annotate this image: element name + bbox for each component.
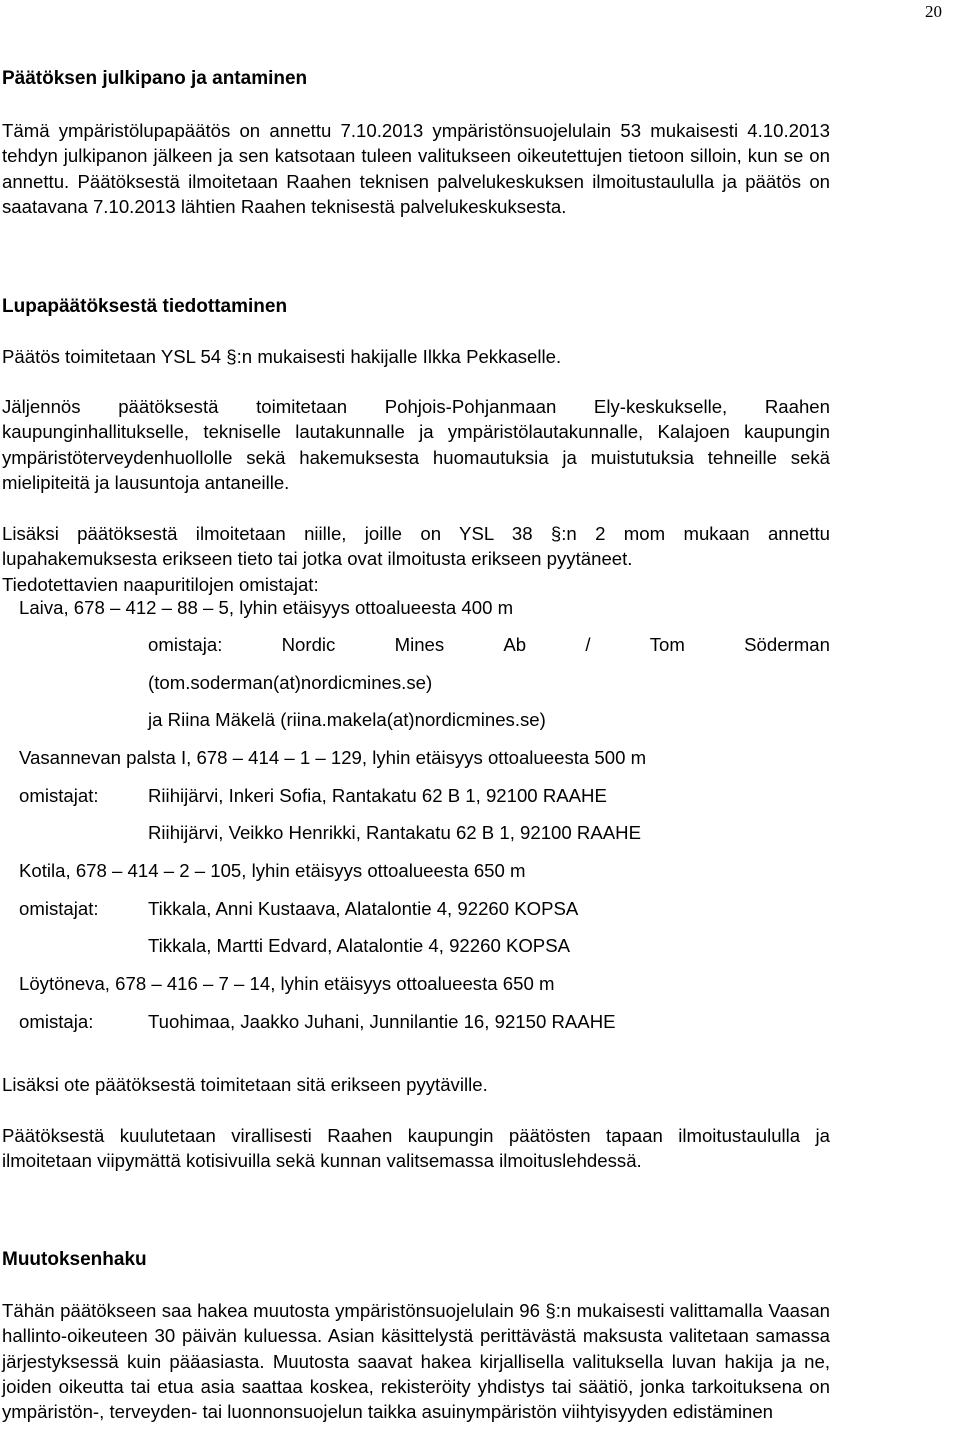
- paragraph-hakija: Päätös toimitetaan YSL 54 §:n mukaisesti hakijalle Ilkka Pekkaselle.: [2, 346, 562, 367]
- owner-word: /: [585, 634, 591, 655]
- owner-word: Ab: [503, 634, 527, 655]
- paragraph-julkipano: Tämä ympäristölupapäätös on annettu 7.10.2013 ympäristönsuojelulain 53 mukaisesti 4.10.2013 tehdyn julkipanon jälkeen ja sen katsotaan tuleen valitukseen oikeutettujen tietoon silloin, kun se on annettu. Päätöksestä ilmoitetaan Raahen teknisen palvelukeskuksen ilmoitustaululla ja päätös on saatavana 7.10.2013 lähtien Raahen teknisestä palvelukeskuksesta.: [2, 120, 830, 217]
- section-heading-julkipano: Päätöksen julkipano ja antaminen: [2, 68, 308, 89]
- property-kotila-title: Kotila, 678 – 414 – 2 – 105, lyhin etäisyys ottoalueesta 650 m: [19, 860, 526, 881]
- owner-word: omistaja:: [148, 634, 223, 655]
- owner-word: Mines: [394, 634, 445, 655]
- property-laiva-owner-line: [148, 634, 830, 656]
- property-loytoneva-title: Löytöneva, 678 – 416 – 7 – 14, lyhin etäisyys ottoalueesta 650 m: [19, 973, 555, 994]
- paragraph-naapuritilat: Tiedotettavien naapuritilojen omistajat:: [2, 574, 319, 595]
- owner-entry: Riihijärvi, Veikko Henrikki, Rantakatu 62 B 1, 92100 RAAHE: [148, 822, 641, 843]
- paragraph-ote: Lisäksi ote päätöksestä toimitetaan sitä erikseen pyytäville.: [2, 1074, 488, 1095]
- section-heading-muutoksenhaku: Muutoksenhaku: [2, 1249, 147, 1270]
- paragraph-lisaksi-ilmoitetaan: Lisäksi päätöksestä ilmoitetaan niille, joille on YSL 38 §:n 2 mom mukaan annettu lupahakemuksesta erikseen tieto tai jotka ovat ilmoitusta erikseen pyytäneet.: [2, 523, 830, 570]
- owner-entry: Tikkala, Anni Kustaava, Alatalontie 4, 92260 KOPSA: [148, 898, 579, 919]
- owner-word: Söderman: [744, 634, 830, 655]
- owner-entry: Riihijärvi, Inkeri Sofia, Rantakatu 62 B 1, 92100 RAAHE: [148, 785, 607, 806]
- owner-word: Nordic: [281, 634, 336, 655]
- paragraph-muutoksenhaku: Tähän päätökseen saa hakea muutosta ympäristönsuojelulain 96 §:n mukaisesti valittamalla Vaasan hallinto-oikeuteen 30 päivän kuluessa. Asian käsittelystä perittävästä maksusta valitetaan samassa järjestyksessä kuin pääasiasta. Muutosta saavat hakea kirjallisella valituksella luvan hakija ja ne, joiden oikeutta tai etua asia saattaa koskea, rekisteröity yhdistys tai säätiö, jonka tarkoituksena on ympäristön-, terveyden- tai luonnonsuojelun taikka asuinympäristön viihtyisyyden edistäminen: [2, 1300, 830, 1423]
- owner-word: Tom: [649, 634, 685, 655]
- owners-label: omistajat:: [19, 898, 99, 919]
- owners-label: omistajat:: [19, 785, 99, 806]
- property-vasannevan-title: Vasannevan palsta I, 678 – 414 – 1 – 129, lyhin etäisyys ottoalueesta 500 m: [19, 747, 647, 768]
- property-laiva-owner-email: (tom.soderman(at)nordicmines.se): [148, 672, 433, 693]
- paragraph-kuulutus: Päätöksestä kuulutetaan virallisesti Raahen kaupungin päätösten tapaan ilmoitustaululla ja ilmoitetaan viipymättä kotisivuilla sekä kunnan valitsemassa ilmoituslehdessä.: [2, 1125, 830, 1172]
- page-number: 20: [925, 2, 942, 21]
- property-laiva-owner-second: ja Riina Mäkelä (riina.makela(at)nordicmines.se): [148, 709, 546, 730]
- owners-label: omistaja:: [19, 1011, 94, 1032]
- owner-entry: Tuohimaa, Jaakko Juhani, Junnilantie 16, 92150 RAAHE: [148, 1011, 616, 1032]
- paragraph-jaljennos: Jäljennös päätöksestä toimitetaan Pohjois-Pohjanmaan Ely-keskukselle, Raahen kaupunginhallitukselle, tekniselle lautakunnalle ja ympäristölautakunnalle, Kalajoen kaupungin ympäristöterveydenhuollolle sekä hakemuksesta huomautuksia ja muistutuksia tehneille sekä mielipiteitä ja lausuntoja antaneille.: [2, 396, 830, 493]
- section-heading-tiedottaminen: Lupapäätöksestä tiedottaminen: [2, 296, 288, 317]
- owner-entry: Tikkala, Martti Edvard, Alatalontie 4, 92260 KOPSA: [148, 935, 571, 956]
- property-laiva-title: Laiva, 678 – 412 – 88 – 5, lyhin etäisyys ottoalueesta 400 m: [19, 597, 514, 618]
